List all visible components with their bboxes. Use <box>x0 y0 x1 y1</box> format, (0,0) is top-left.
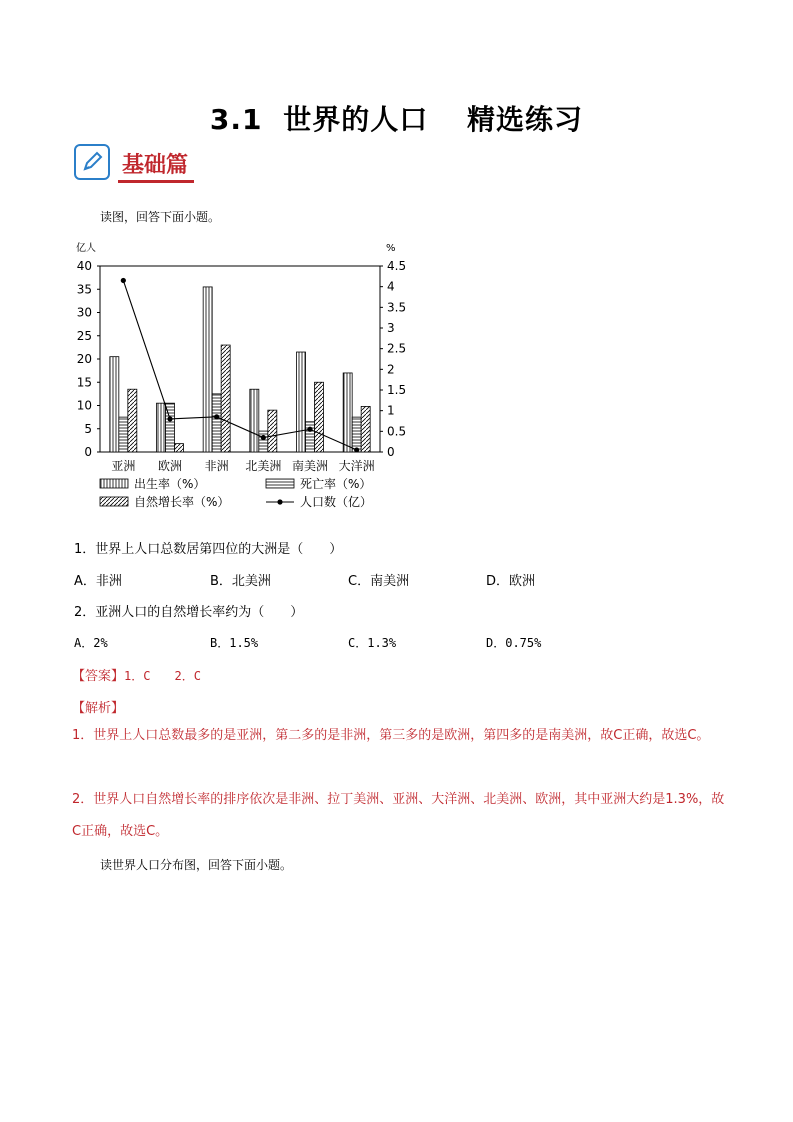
answer-line <box>72 665 201 684</box>
right-tick-label: 3 <box>387 321 395 335</box>
q1-option-b: B．北美洲 <box>210 574 271 589</box>
right-tick-label: 0 <box>387 445 395 459</box>
population-point <box>261 435 266 440</box>
analysis-paragraph-1: 1．世界上人口总数最多的是亚洲，第二多的是非洲，第三多的是欧洲，第四多的是南美洲，故C正确，故选C。 <box>72 728 710 743</box>
birth-rate-bar <box>297 352 306 452</box>
death-rate-bar <box>352 417 361 452</box>
growth-rate-bar <box>268 410 277 452</box>
population-point <box>354 447 359 452</box>
title-number: 3.1 <box>209 103 263 136</box>
section-label: 基础篇 <box>122 152 189 178</box>
legend-swatch <box>266 479 294 488</box>
question-2-stem: 2．亚洲人口的自然增长率约为（ ） <box>74 605 304 620</box>
legend-label: 出生率（%） <box>134 477 206 491</box>
section-underline <box>118 180 194 183</box>
intro-text-2: 读世界人口分布图，回答下面小题。 <box>100 858 293 872</box>
death-rate-bar <box>119 417 128 452</box>
category-label: 欧洲 <box>157 459 183 473</box>
q1-option-d: D．欧洲 <box>486 574 536 589</box>
answer-tag: 【答案】 <box>72 669 125 684</box>
q2-option-a: A．2% <box>74 636 108 650</box>
category-label: 亚洲 <box>111 459 136 473</box>
birth-rate-bar <box>110 357 119 452</box>
growth-rate-bar <box>128 389 137 452</box>
population-point <box>121 278 126 283</box>
left-tick-label: 25 <box>76 328 92 343</box>
growth-rate-bar <box>315 382 324 452</box>
plot-frame <box>100 266 380 452</box>
left-tick-label: 0 <box>84 445 92 459</box>
answer-text: 1．C 2．C <box>124 669 201 683</box>
category-label: 大洋洲 <box>338 459 375 473</box>
analysis-paragraph-2: 2．世界人口自然增长率的排序依次是非洲、拉丁美洲、亚洲、大洋洲、北美洲、欧洲，其中亚洲大约是1.3%，故C正确，故选C。 <box>72 792 725 839</box>
population-chart <box>70 238 410 523</box>
page-title <box>0 98 793 138</box>
legend-dot <box>277 499 282 504</box>
left-tick-label: 10 <box>76 398 92 413</box>
right-tick-label: 0.5 <box>387 424 407 439</box>
legend-label: 死亡率（%） <box>300 477 372 491</box>
death-rate-bar <box>212 394 221 452</box>
birth-rate-bar <box>250 389 259 452</box>
growth-rate-bar <box>361 406 370 452</box>
right-tick-label: 1.5 <box>387 383 407 397</box>
left-tick-label: 30 <box>76 305 92 320</box>
legend-label: 人口数（亿） <box>300 495 373 509</box>
intro-text-1: 读图，回答下面小题。 <box>100 210 221 224</box>
right-axis-label: % <box>386 243 396 254</box>
growth-rate-bar <box>221 345 230 452</box>
population-point <box>214 414 219 419</box>
birth-rate-bar <box>203 287 212 452</box>
title-sub: 精选练习 <box>467 103 584 136</box>
legend-swatch <box>100 497 128 506</box>
right-tick-label: 2 <box>387 362 395 377</box>
birth-rate-bar <box>343 373 352 452</box>
category-label: 非洲 <box>204 459 229 473</box>
legend-label: 自然增长率（%） <box>134 495 230 509</box>
legend-swatch <box>100 479 128 488</box>
death-rate-bar <box>259 431 268 452</box>
pencil-icon <box>74 144 110 180</box>
growth-rate-bar <box>175 444 184 452</box>
right-tick-label: 4 <box>387 279 395 294</box>
q2-option-d: D．0.75% <box>486 636 542 650</box>
population-point <box>307 427 312 432</box>
right-tick-label: 3.5 <box>387 300 407 315</box>
right-tick-label: 2.5 <box>387 341 407 356</box>
q2-option-b: B．1.5% <box>210 636 259 650</box>
title-main: 世界的人口 <box>283 103 429 136</box>
death-rate-bar <box>306 422 315 452</box>
question-1-stem: 1．世界上人口总数居第四位的大洲是（ ） <box>74 542 343 557</box>
left-tick-label: 20 <box>76 352 92 366</box>
section-header <box>74 144 204 186</box>
left-axis-label: 亿人 <box>76 243 96 254</box>
birth-rate-bar <box>157 403 166 452</box>
left-tick-label: 35 <box>76 282 92 297</box>
q2-option-c: C．1.3% <box>348 636 397 650</box>
q1-option-a: A．非洲 <box>74 574 122 589</box>
category-label: 北美洲 <box>245 459 282 473</box>
category-label: 南美洲 <box>291 459 329 473</box>
analysis-tag: 【解析】 <box>72 701 125 716</box>
population-point <box>167 416 172 421</box>
right-tick-label: 4.5 <box>387 259 407 273</box>
q1-option-c: C．南美洲 <box>348 574 410 589</box>
left-tick-label: 5 <box>84 421 92 436</box>
left-tick-label: 15 <box>76 375 92 390</box>
left-tick-label: 40 <box>76 259 92 273</box>
right-tick-label: 1 <box>387 403 395 418</box>
